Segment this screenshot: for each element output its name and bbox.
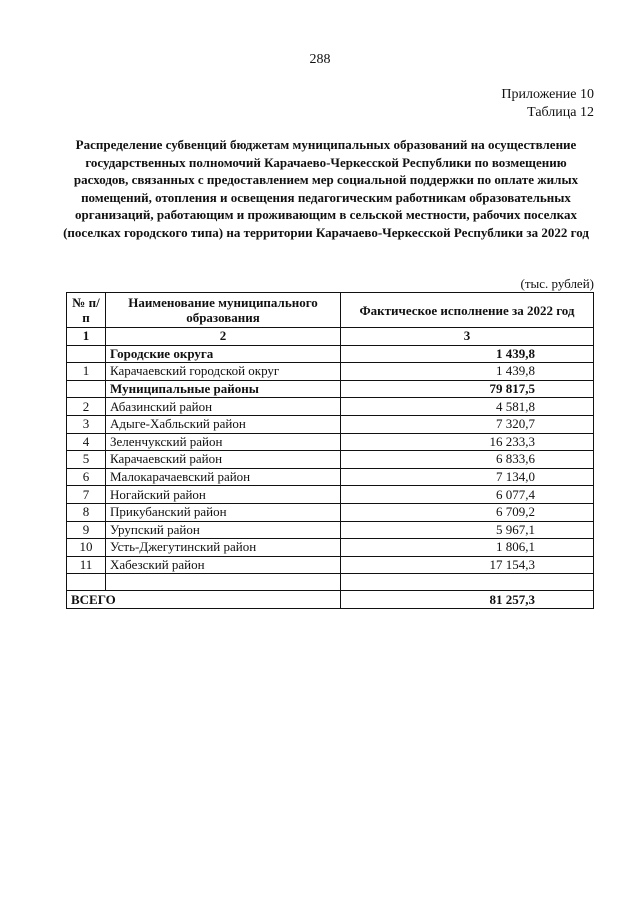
table-header-row: [67, 293, 594, 328]
empty-cell: [67, 574, 106, 591]
row-name: Малокарачаевский район: [106, 468, 341, 486]
row-num: 9: [67, 521, 106, 539]
row-value: 6 833,6: [341, 451, 594, 469]
table-row: [67, 415, 594, 433]
row-num: 5: [67, 451, 106, 469]
row-num: 11: [67, 556, 106, 574]
row-name: Прикубанский район: [106, 503, 341, 521]
row-name: Урупский район: [106, 521, 341, 539]
table-row: [67, 539, 594, 557]
column-number: 3: [341, 328, 594, 346]
row-num: 8: [67, 503, 106, 521]
row-name: Городские округа: [106, 345, 341, 363]
table-row: [67, 503, 594, 521]
table-row: [67, 345, 594, 363]
total-label: ВСЕГО: [67, 591, 341, 609]
column-number: 1: [67, 328, 106, 346]
row-num: 10: [67, 539, 106, 557]
row-value: 7 134,0: [341, 468, 594, 486]
row-num: [67, 380, 106, 398]
document-title: Распределение субвенций бюджетам муниципальных образований на осуществление государственных полномочий Карачаево-Черкесской Республики по возмещению расходов, связанных с предоставлением мер социальной поддержки по оплате жилых помещений, отопления и освещения педагогическим работникам образовательных организаций, работающим и проживающим в сельской местности, рабочих поселках (поселках городского типа) на территории Карачаево-Черкесской Республики за 2022 год: [63, 137, 589, 240]
row-num: 3: [67, 415, 106, 433]
column-number-row: [67, 328, 594, 346]
row-name: Адыге-Хабльский район: [106, 415, 341, 433]
row-value: 7 320,7: [341, 415, 594, 433]
row-name: Карачаевский городской округ: [106, 363, 341, 381]
empty-cell: [341, 574, 594, 591]
row-name: Абазинский район: [106, 398, 341, 416]
row-name: Хабезский район: [106, 556, 341, 574]
total-value: 81 257,3: [341, 591, 594, 609]
row-value: 4 581,8: [341, 398, 594, 416]
table-row: [67, 433, 594, 451]
appendix-label: Приложение 10: [501, 87, 594, 102]
total-row: [67, 591, 594, 609]
row-name: Муниципальные районы: [106, 380, 341, 398]
row-value: 6 709,2: [341, 503, 594, 521]
table-row: [67, 556, 594, 574]
row-num: [67, 345, 106, 363]
table-label: Таблица 12: [527, 105, 594, 120]
row-value: 16 233,3: [341, 433, 594, 451]
page-number: 288: [309, 52, 331, 67]
subvention-table: [66, 292, 594, 609]
empty-row: [67, 574, 594, 591]
row-value: 1 806,1: [341, 539, 594, 557]
row-name: Карачаевский район: [106, 451, 341, 469]
column-number: 2: [106, 328, 341, 346]
row-value: 6 077,4: [341, 486, 594, 504]
row-num: 7: [67, 486, 106, 504]
row-name: Зеленчукский район: [106, 433, 341, 451]
row-value: 1 439,8: [341, 363, 594, 381]
table-row: [67, 521, 594, 539]
table-row: [67, 468, 594, 486]
row-value: 79 817,5: [341, 380, 594, 398]
row-num: 1: [67, 363, 106, 381]
table-row: [67, 380, 594, 398]
row-num: 4: [67, 433, 106, 451]
empty-cell: [106, 574, 341, 591]
appendix-reference: [501, 86, 594, 122]
row-value: 17 154,3: [341, 556, 594, 574]
row-name: Ногайский район: [106, 486, 341, 504]
table-row: [67, 363, 594, 381]
row-num: 2: [67, 398, 106, 416]
row-name: Усть-Джегутинский район: [106, 539, 341, 557]
row-num: 6: [67, 468, 106, 486]
table-row: [67, 451, 594, 469]
table-row: [67, 486, 594, 504]
row-value: 1 439,8: [341, 345, 594, 363]
row-value: 5 967,1: [341, 521, 594, 539]
units-label: (тыс. рублей): [520, 276, 594, 291]
header-name: Наименование муниципального образования: [106, 293, 341, 328]
header-value: Фактическое исполнение за 2022 год: [341, 293, 594, 328]
header-num: № п/п: [67, 293, 106, 328]
table-row: [67, 398, 594, 416]
